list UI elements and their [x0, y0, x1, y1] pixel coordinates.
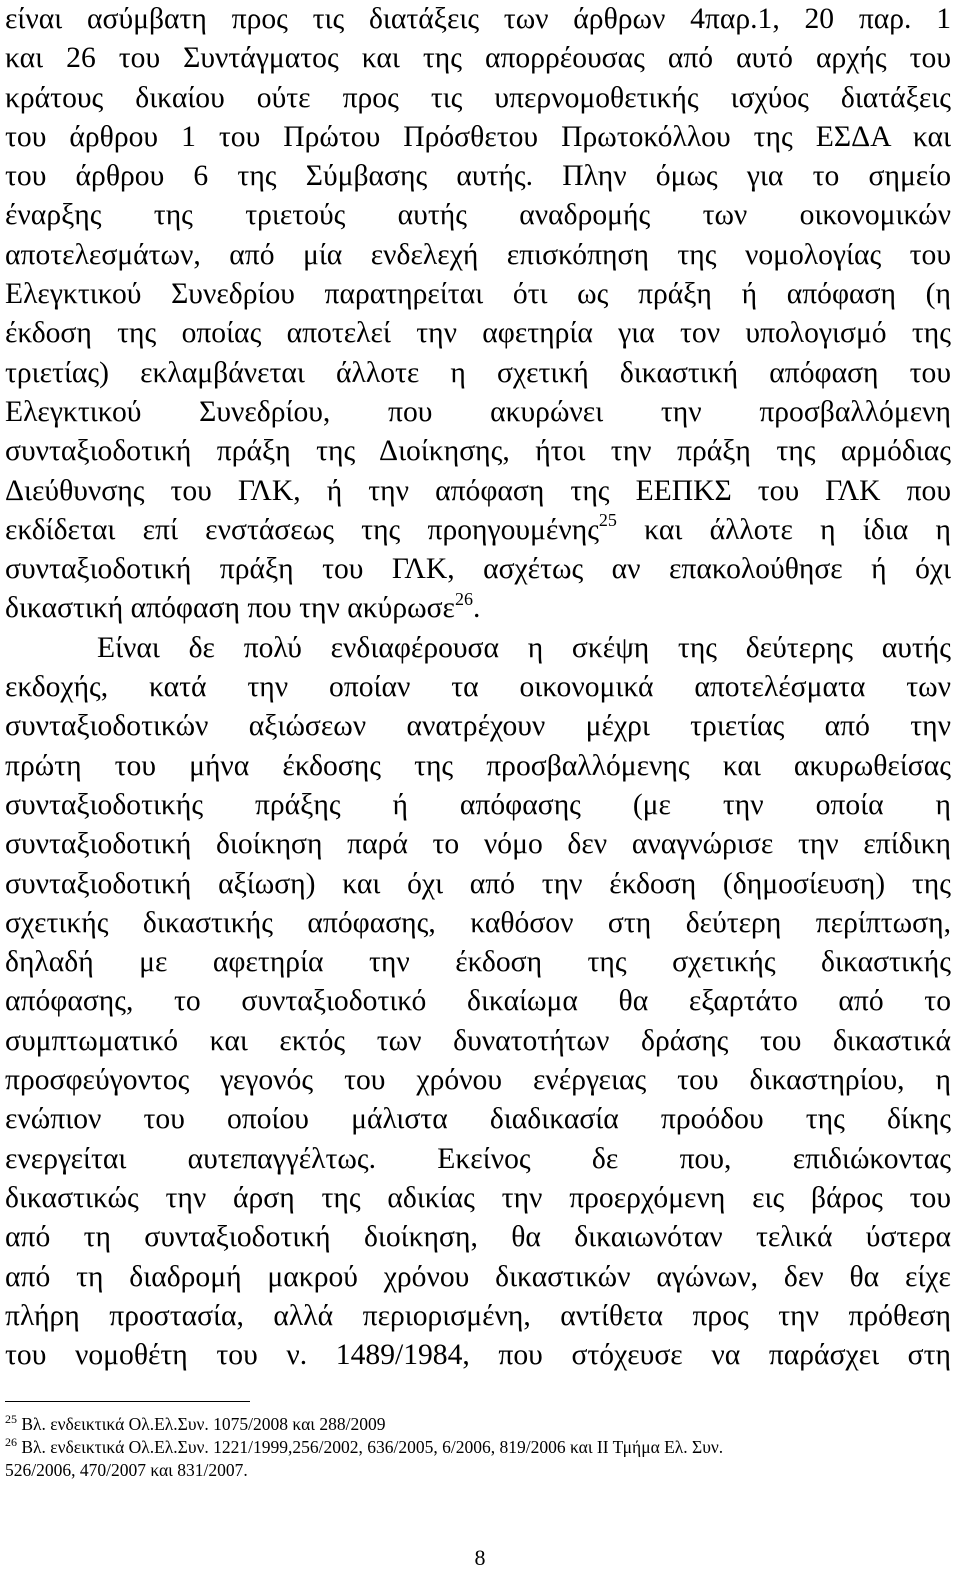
footnotes — [5, 1413, 951, 1482]
text-line: έναρξης της τριετούς αυτής αναδρομής των οικονομικών — [5, 199, 951, 232]
text-line: έκδοση της οποίας αποτελεί την αφετηρία για τον υπολογισμό της — [5, 317, 951, 350]
text-line: τριετίας) εκλαμβάνεται άλλοτε η σχετική δικαστική απόφαση του — [5, 356, 951, 389]
text-line: συνταξιοδοτικών αξιώσεων ανατρέχουν μέχρι τριετίας από την — [5, 710, 951, 743]
text-line: κράτους δικαίου ούτε προς τις υπερνομοθετικής ισχύος διατάξεις — [5, 81, 951, 114]
footnote-26-continuation: 526/2006, 470/2007 και 831/2007. — [5, 1460, 248, 1480]
text-line: του άρθρου 6 της Σύμβασης αυτής. Πλην όμως για το σημείο — [5, 160, 951, 193]
text-line: του νομοθέτη του ν. 1489/1984, που στόχευσε να παράσχει στη — [5, 1339, 951, 1372]
text-line: ενεργείται αυτεπαγγέλτως. Εκείνος δε που, επιδιώκοντας — [5, 1142, 951, 1175]
text-line: δικαστικώς την άρση της αδικίας την προερχόμενη εις βάρος του — [5, 1181, 951, 1214]
text-line: από τη συνταξιοδοτική διοίκηση, θα δικαιωνόταν τελικά ύστερα — [5, 1221, 951, 1254]
footnote-26 — [5, 1436, 951, 1459]
footnote-number: 25 — [5, 1412, 17, 1427]
text-line: είναι ασύμβατη προς τις διατάξεις των άρθρων 4παρ.1, 20 παρ. 1 — [5, 3, 951, 35]
footnote-25 — [5, 1413, 951, 1436]
text-line: του άρθρου 1 του Πρώτου Πρόσθετου Πρωτοκόλλου της ΕΣΔΑ και — [5, 120, 951, 153]
text-line: απόφασης, το συνταξιοδοτικό δικαίωμα θα εξαρτάτο από το — [5, 985, 951, 1018]
text-line: προσφεύγοντος γεγονός του χρόνου ενέργειας του δικαστηρίου, η — [5, 1064, 951, 1097]
text-line: σχετικής δικαστικής απόφασης, καθόσον στη δεύτερη περίπτωση, — [5, 906, 951, 939]
line-15-before: δικαστική απόφαση που την ακύρωσε — [5, 592, 455, 625]
footnote-ref-25[interactable]: 25 — [598, 510, 617, 530]
text-line: εκδοχής, κατά την οποίαν τα οικονομικά αποτελέσματα των — [5, 671, 951, 704]
text-line-with-footnote — [5, 511, 951, 550]
body-text — [5, 0, 951, 1375]
text-line: συνταξιοδοτική αξίωση) και όχι από την έκδοση (δημοσίευση) της — [5, 867, 951, 900]
footnote-text: Βλ. ενδεικτικά Ολ.Ελ.Συν. 1221/1999,256/2002, 636/2005, 6/2006, 819/2006 και ΙΙ Τμήμα Ελ. Συν. — [21, 1437, 724, 1457]
text-line: Ελεγκτικού Συνεδρίου παρατηρείται ότι ως πράξη ή απόφαση (η — [5, 278, 951, 311]
line-13-before: εκδίδεται επί ενστάσεως της προηγουμένης — [5, 513, 599, 546]
text-line: συνταξιοδοτικής πράξης ή απόφασης (με την οποία η — [5, 788, 951, 821]
text-line: Διεύθυνσης του ΓΛΚ, ή την απόφαση της ΕΕΠΚΣ του ΓΛΚ που — [5, 474, 951, 507]
page-number: 8 — [474, 1545, 486, 1570]
footnote-number: 26 — [5, 1435, 17, 1450]
text-line: συνταξιοδοτική διοίκηση παρά το νόμο δεν αναγνώρισε την επίδικη — [5, 828, 951, 861]
text-line: συμπτωματικό και εκτός των δυνατοτήτων δράσης του δικαστικά — [5, 1024, 951, 1057]
text-line: δηλαδή με αφετηρία την έκδοση της σχετικής δικαστικής — [5, 946, 951, 979]
text-line: Ελεγκτικού Συνεδρίου, που ακυρώνει την προσβαλλόμενη — [5, 395, 951, 428]
text-line: πλήρη προστασία, αλλά περιορισμένη, αντίθετα προς την πρόθεση — [5, 1299, 951, 1332]
text-line: συνταξιοδοτική πράξη του ΓΛΚ, ασχέτως αν επακολούθησε ή όχι — [5, 553, 951, 586]
footnote-ref-26[interactable]: 26 — [454, 588, 473, 609]
text-line: αποτελεσμάτων, από μία ενδελεχή επισκόπηση της νομολογίας του — [5, 238, 951, 271]
line-15-after: . — [472, 592, 481, 625]
text-line: και 26 του Συντάγματος και της απορρέουσας από αυτό αρχής του — [5, 42, 951, 75]
footnote-separator — [5, 1401, 250, 1402]
footnote-text: Βλ. ενδεικτικά Ολ.Ελ.Συν. 1075/2008 και 288/2009 — [21, 1414, 386, 1434]
text-line: από τη διαδρομή μακρού χρόνου δικαστικών αγώνων, δεν θα είχε — [5, 1260, 951, 1293]
text-line: Είναι δε πολύ ενδιαφέρουσα η σκέψη της δεύτερης αυτής — [97, 631, 951, 664]
text-line: πρώτη του μήνα έκδοσης της προσβαλλόμενης και ακυρωθείσας — [5, 749, 951, 782]
text-line: ενώπιον του οποίου μάλιστα διαδικασία προόδου της δίκης — [5, 1103, 951, 1136]
line-13-after: και άλλοτε η ίδια η — [616, 513, 951, 546]
text-line: συνταξιοδοτική πράξη της Διοίκησης, ήτοι την πράξη της αρμόδιας — [5, 435, 951, 468]
text-line-with-footnote — [5, 589, 951, 628]
